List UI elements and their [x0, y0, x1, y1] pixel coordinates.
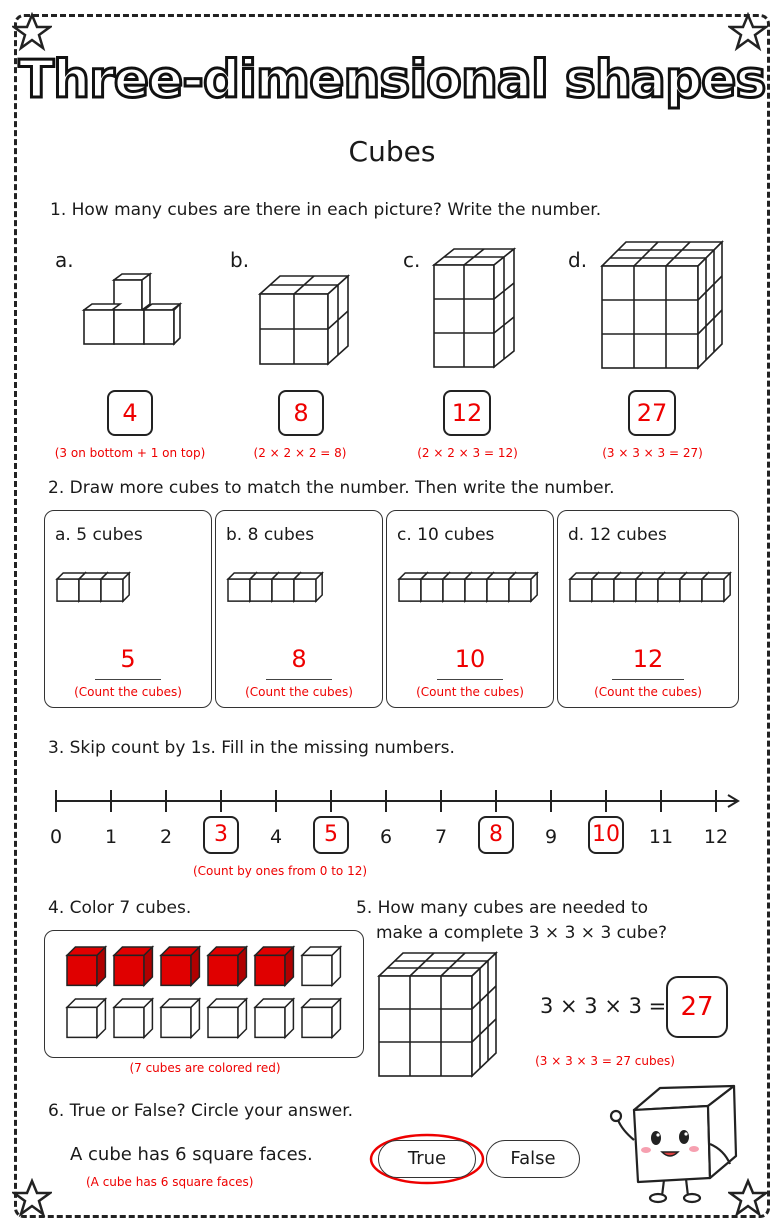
question-4-prompt: 4. Color 7 cubes.	[48, 898, 192, 918]
q2-cube	[702, 573, 730, 601]
q4-note: (7 cubes are colored red)	[129, 1061, 281, 1075]
number-line-number: 4	[269, 826, 283, 848]
number-line-number: 11	[648, 826, 674, 848]
q4-cube-colored	[67, 947, 105, 985]
cube-mascot-icon	[604, 1080, 754, 1210]
q4-cube-colored	[208, 947, 246, 985]
q2-note: (Count the cubes)	[594, 685, 702, 699]
q1-label-d: d.	[568, 248, 588, 272]
q2-answer[interactable]: 12	[632, 645, 664, 673]
number-line-number: 2	[159, 826, 173, 848]
number-line-number: 1	[104, 826, 118, 848]
cube-stack-a	[78, 272, 188, 352]
true-option[interactable]: True	[378, 1140, 476, 1178]
q2-panel-title: d. 12 cubes	[568, 525, 667, 545]
q3-note: (Count by ones from 0 to 12)	[192, 864, 368, 878]
answer-line	[95, 679, 161, 680]
q2-panel-b	[215, 510, 383, 708]
page-title: Three-dimensional shapes	[18, 50, 766, 110]
q5-equation: 3 × 3 × 3 =	[540, 994, 667, 1018]
q1-note-c: (2 × 2 × 3 = 12)	[417, 446, 518, 460]
number-line-answer[interactable]: 10	[588, 816, 624, 854]
answer-line	[266, 679, 332, 680]
q2-panel-title: c. 10 cubes	[397, 525, 495, 545]
number-line-number: 12	[703, 826, 729, 848]
star-icon	[12, 1178, 52, 1218]
q4-cube	[208, 999, 246, 1037]
q1-answer-d[interactable]: 27	[628, 390, 676, 436]
q2-answer[interactable]: 8	[291, 645, 307, 673]
number-line-number: 9	[544, 826, 558, 848]
q2-cube-row	[397, 567, 547, 611]
question-1-prompt: 1. How many cubes are there in each picture? Write the number.	[50, 200, 602, 220]
number-line-answer[interactable]: 8	[478, 816, 514, 854]
false-option[interactable]: False	[486, 1140, 580, 1178]
number-line-number: 7	[434, 826, 448, 848]
number-line	[40, 786, 750, 816]
number-line-number: 6	[379, 826, 393, 848]
q4-cube-colored	[114, 947, 152, 985]
q1-note-b: (2 × 2 × 2 = 8)	[253, 446, 347, 460]
q6-statement: A cube has 6 square faces.	[70, 1144, 313, 1165]
q1-answer-b[interactable]: 8	[278, 390, 324, 436]
q4-cube-panel	[44, 930, 364, 1058]
q2-panel-c	[386, 510, 554, 708]
q6-note: (A cube has 6 square faces)	[86, 1175, 254, 1189]
q1-label-a: a.	[55, 248, 74, 272]
answer-line	[612, 679, 684, 680]
q4-cube-colored	[161, 947, 199, 985]
cube-block-d	[598, 238, 728, 374]
number-line-answer[interactable]: 3	[203, 816, 239, 854]
star-icon	[728, 12, 768, 52]
q4-cube	[302, 947, 340, 985]
q1-label-c: c.	[403, 248, 421, 272]
q1-answer-a[interactable]: 4	[107, 390, 153, 436]
q1-note-a: (3 on bottom + 1 on top)	[54, 446, 206, 460]
q2-cube-row	[226, 567, 376, 611]
q2-panel-title: a. 5 cubes	[55, 525, 143, 545]
q4-cube	[161, 999, 199, 1037]
q2-answer[interactable]: 5	[120, 645, 136, 673]
q2-note: (Count the cubes)	[245, 685, 353, 699]
page-subtitle: Cubes	[348, 135, 436, 168]
cube-block-b	[256, 270, 352, 370]
question-3-prompt: 3. Skip count by 1s. Fill in the missing numbers.	[48, 738, 455, 758]
q2-answer[interactable]: 10	[454, 645, 486, 673]
question-5-prompt-line1: 5. How many cubes are needed to	[356, 898, 649, 918]
q5-answer[interactable]: 27	[666, 976, 728, 1038]
q2-note: (Count the cubes)	[74, 685, 182, 699]
q4-cube	[67, 999, 105, 1037]
star-icon	[12, 12, 52, 52]
answer-line	[437, 679, 503, 680]
q1-note-d: (3 × 3 × 3 = 27)	[602, 446, 703, 460]
q1-label-b: b.	[230, 248, 250, 272]
q4-cube-colored	[255, 947, 293, 985]
q2-panel-a	[44, 510, 212, 708]
q2-note: (Count the cubes)	[416, 685, 524, 699]
q2-panel-d	[557, 510, 739, 708]
q4-cube	[255, 999, 293, 1037]
question-2-prompt: 2. Draw more cubes to match the number. Then write the number.	[48, 478, 615, 498]
number-line-number: 0	[49, 826, 63, 848]
q2-cube	[101, 573, 129, 601]
q2-panel-title: b. 8 cubes	[226, 525, 315, 545]
q4-cube-grid[interactable]	[65, 943, 349, 1047]
cube-block-c	[430, 245, 520, 373]
q4-cube	[114, 999, 152, 1037]
q4-cube	[302, 999, 340, 1037]
q2-cube	[509, 573, 537, 601]
number-line-answer[interactable]: 5	[313, 816, 349, 854]
q5-note: (3 × 3 × 3 = 27 cubes)	[535, 1054, 675, 1068]
question-5-prompt-line2: make a complete 3 × 3 × 3 cube?	[376, 923, 668, 943]
q2-cube-row	[568, 567, 732, 611]
cube-block-q5	[376, 950, 502, 1080]
q1-answer-c[interactable]: 12	[443, 390, 491, 436]
q2-cube	[294, 573, 322, 601]
q2-cube-row	[55, 567, 205, 611]
question-6-prompt: 6. True or False? Circle your answer.	[48, 1101, 354, 1121]
